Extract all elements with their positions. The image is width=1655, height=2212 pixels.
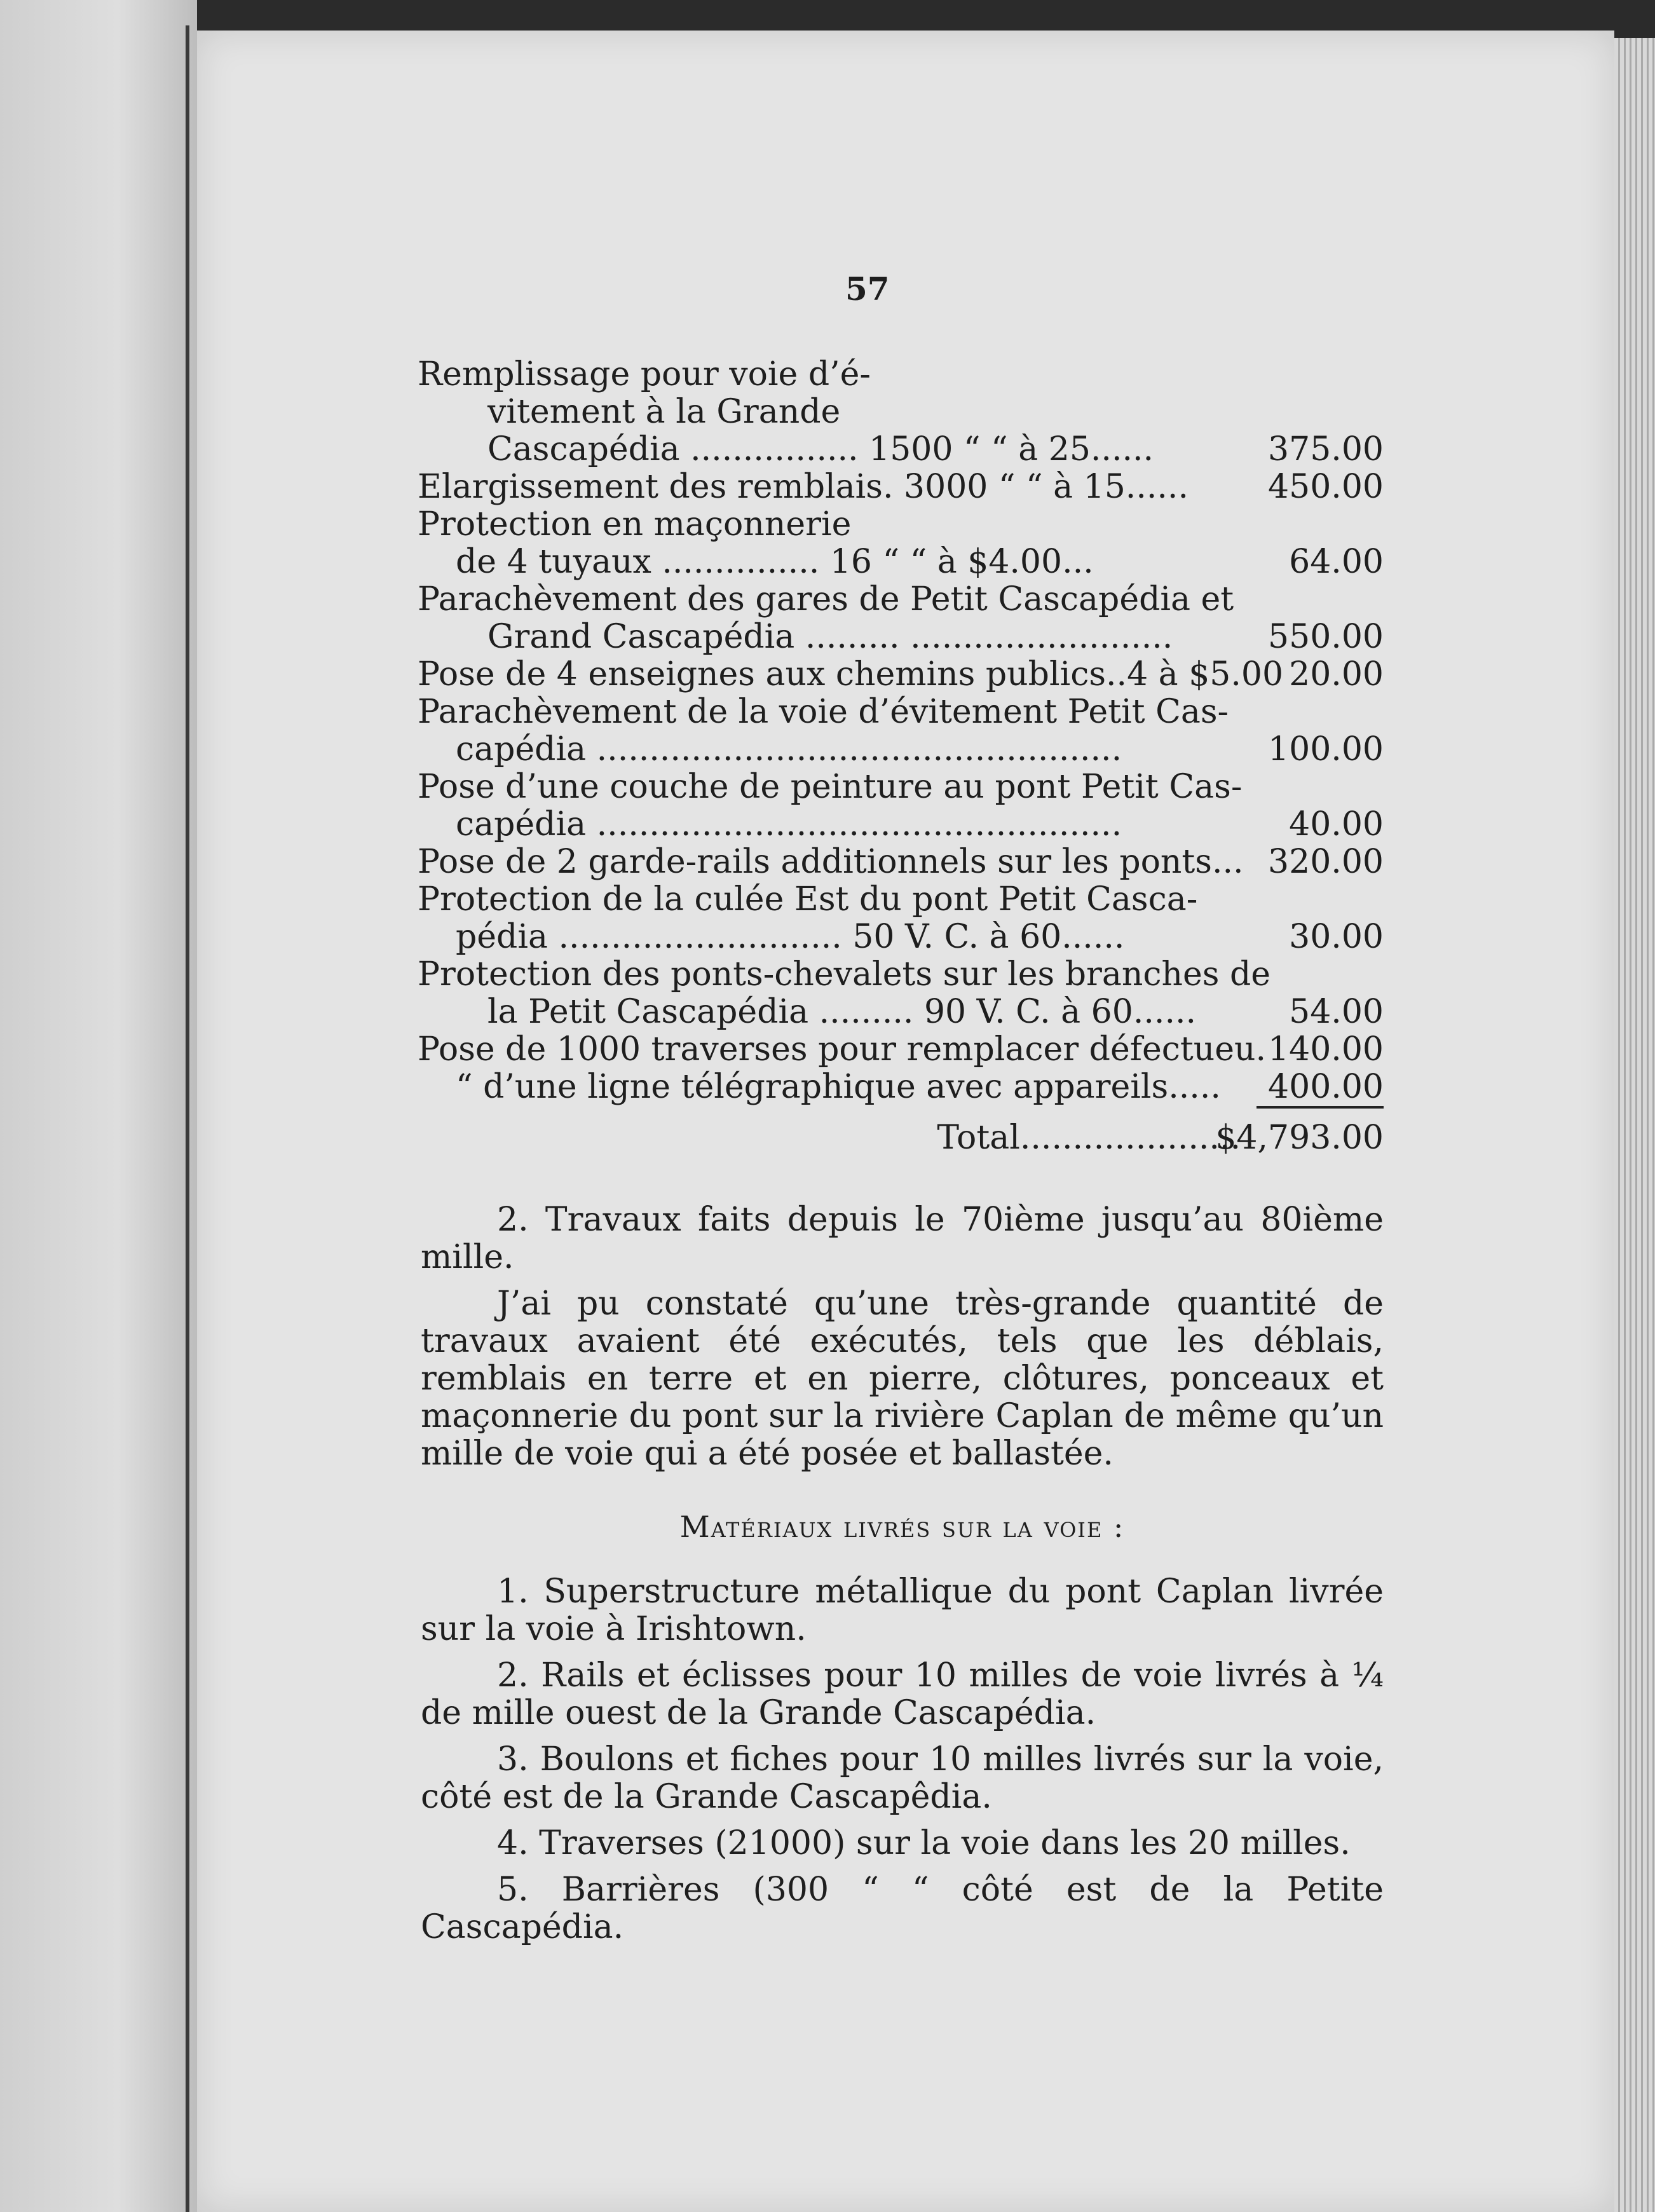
total-amount: $4,793.00 (1215, 1119, 1384, 1157)
page-edges (1614, 38, 1655, 2212)
ledger-line (418, 581, 1384, 618)
expense-ledger (418, 356, 1384, 1106)
ledger-line (418, 1031, 1384, 1068)
ledger-line-amount: 450.00 (1268, 468, 1384, 506)
ledger-line-amount: 64.00 (1289, 543, 1384, 581)
ledger-line (418, 1068, 1384, 1106)
ledger-line-amount: 400.00 (1268, 1068, 1384, 1106)
ledger-line-amount: 140.00 (1268, 1030, 1384, 1068)
paragraph: 5. Barrières (300 “ “ côté est de la Petite Cascapédia. (421, 1871, 1384, 1946)
ledger-line (418, 731, 1384, 768)
ledger-line (418, 806, 1384, 843)
ledger-line-text: Pose d’une couche de peinture au pont Petit Cas- (418, 768, 1243, 806)
total-block (418, 1106, 1384, 1163)
binding-gutter-line (186, 25, 189, 2212)
ledger-line-text: Pose de 2 garde-rails additionnels sur les ponts... (418, 843, 1244, 881)
ledger-line (418, 881, 1384, 918)
ledger-line-text: Protection en maçonnerie (418, 505, 852, 543)
paragraph: 3. Boulons et fiches pour 10 milles livrés sur la voie, côté est de la Grande Cascapêdia. (421, 1740, 1384, 1816)
ledger-line (418, 918, 1384, 956)
ledger-line (418, 993, 1384, 1031)
ledger-line-text: “ d’une ligne télégraphique avec appareils..... (456, 1068, 1221, 1106)
ledger-line-text: Remplissage pour voie d’é- (418, 355, 871, 393)
ledger-line (418, 956, 1384, 993)
work-description (421, 1201, 1384, 1482)
ledger-line-text: Protection de la culée Est du pont Petit Casca- (418, 880, 1198, 918)
ledger-line-text: capédia .................................................. (456, 805, 1122, 843)
paragraph: 2. Rails et éclisses pour 10 milles de voie livrés à ¼ de mille ouest de la Grande Cascapédia. (421, 1656, 1384, 1732)
ledger-line-text: vitement à la Grande (487, 393, 841, 431)
ledger-line-amount: 100.00 (1268, 730, 1384, 768)
ledger-line-text: Elargissement des remblais. 3000 “ “ à 15...... (418, 468, 1188, 506)
paragraph: 2. Travaux faits depuis le 70ième jusqu’au 80ième mille. (421, 1201, 1384, 1276)
ledger-line (418, 431, 1384, 468)
ledger-line-text: Pose de 1000 traverses pour remplacer défectueu. (418, 1030, 1267, 1068)
total-rule (1257, 1106, 1384, 1109)
ledger-line (418, 506, 1384, 543)
total-label: Total..................... (937, 1119, 1241, 1157)
ledger-line-text: Parachèvement des gares de Petit Cascapédia et (418, 580, 1234, 618)
ledger-line-text: Cascapédia ................ 1500 “ “ à 25...... (487, 430, 1154, 468)
ledger-line (418, 843, 1384, 881)
paragraph: 1. Superstructure métallique du pont Caplan livrée sur la voie à Irishtown. (421, 1573, 1384, 1648)
ledger-line-amount: 30.00 (1289, 918, 1384, 956)
ledger-line (418, 693, 1384, 731)
ledger-line (418, 768, 1384, 806)
paragraph: 4. Traverses (21000) sur la voie dans les 20 milles. (497, 1824, 1351, 1862)
page-number: 57 (845, 270, 890, 308)
ledger-line (418, 656, 1384, 693)
ledger-line-text: Protection des ponts-chevalets sur les branches de (418, 955, 1271, 993)
ledger-line-amount: 40.00 (1289, 805, 1384, 843)
ledger-line-text: Grand Cascapédia ......... ......................... (487, 618, 1173, 656)
ledger-line-text: la Petit Cascapédia ......... 90 V. C. à 60...... (487, 993, 1197, 1031)
section-heading: Matériaux livrés sur la voie : (679, 1510, 1125, 1544)
ledger-line (418, 618, 1384, 656)
ledger-line (418, 356, 1384, 393)
ledger-line (418, 393, 1384, 431)
materials-list (421, 1573, 1384, 1955)
ledger-line-amount: 550.00 (1268, 618, 1384, 656)
ledger-line-text: capédia .................................................. (456, 730, 1122, 768)
ledger-line-text: pédia ........................... 50 V. C. à 60...... (456, 918, 1125, 956)
ledger-line-amount: 375.00 (1268, 430, 1384, 468)
book-binding (0, 0, 197, 2212)
ledger-line-amount: 20.00 (1289, 655, 1384, 693)
ledger-line-text: Parachèvement de la voie d’évitement Petit Cas- (418, 693, 1229, 731)
paragraph: J’ai pu constaté qu’une très-grande quantité de travaux avaient été exécutés, tels que les déblais, remblais en terre et en pierre, clôtures, ponceaux et maçonnerie du pont sur la rivière Caplan de même qu’un mille de voie qui a été posée et ballastée. (421, 1285, 1384, 1473)
ledger-line (418, 543, 1384, 581)
ledger-line (418, 468, 1384, 506)
ledger-line-text: Pose de 4 enseignes aux chemins publics..4 à $5.00 (418, 655, 1284, 693)
ledger-line-amount: 320.00 (1268, 843, 1384, 881)
ledger-line-text: de 4 tuyaux ............... 16 “ “ à $4.00... (456, 543, 1094, 581)
ledger-line-amount: 54.00 (1289, 993, 1384, 1031)
